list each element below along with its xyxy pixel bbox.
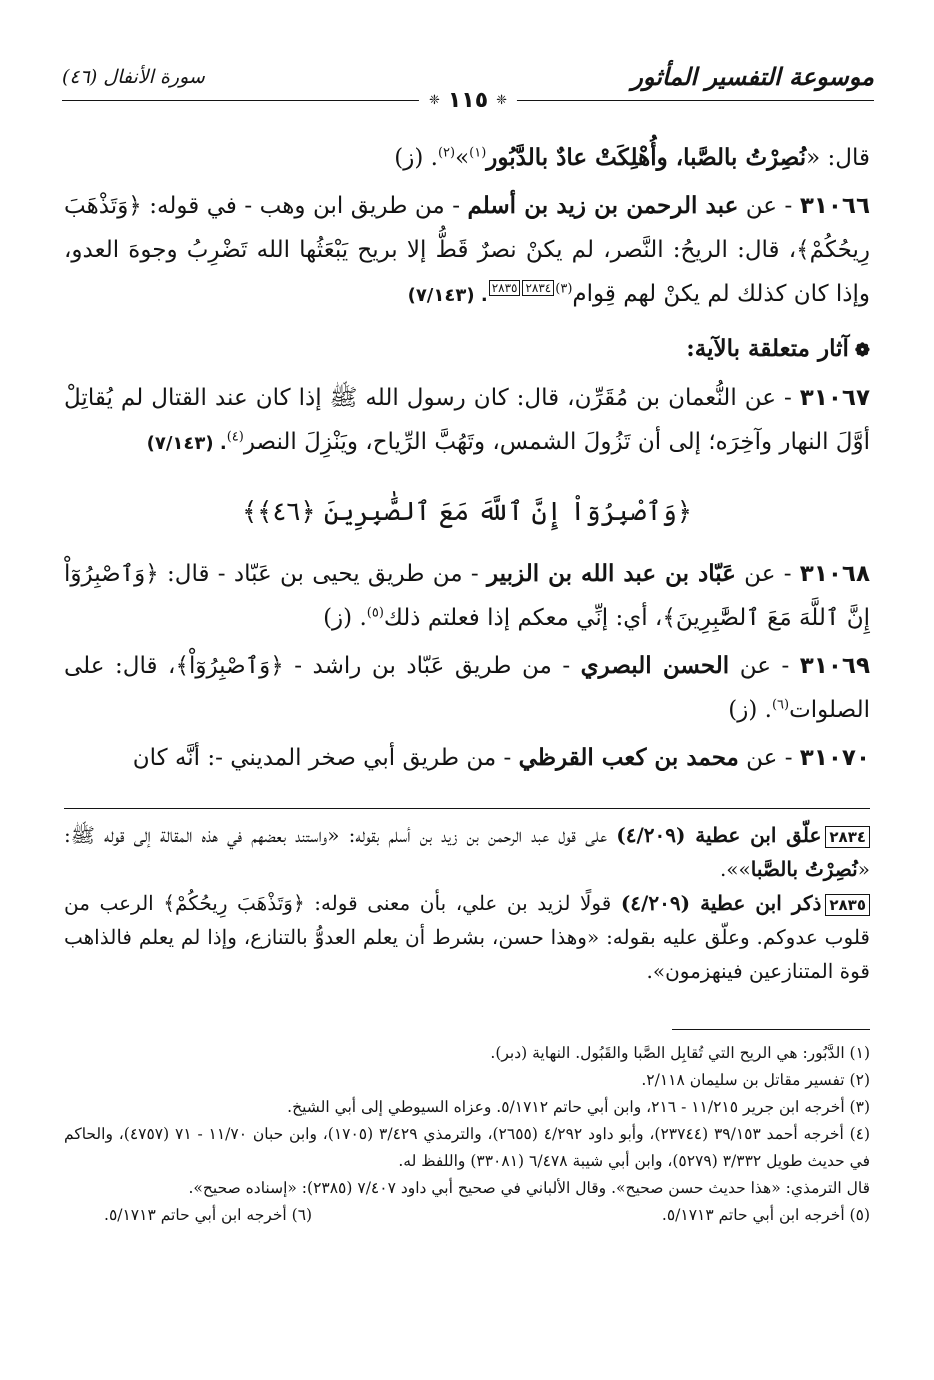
- narration-number: ٣١٠٦٨: [799, 561, 870, 587]
- footnote-2: (٢) تفسير مقاتل بن سليمان ٢/١١٨.: [641, 1071, 870, 1089]
- comment-2834: [64, 818, 870, 886]
- comments-separator: [64, 808, 870, 809]
- narration-number: ٣١٠٦٧: [799, 385, 870, 411]
- text-segment: . (ز): [323, 605, 367, 631]
- narration-31068: [64, 552, 870, 640]
- text-segment: . (ز): [728, 697, 772, 723]
- footnote-4: (٤) أخرجه أحمد ٣٩/١٥٣ (٢٣٧٤٤)، وأبو داود ٤/٢٩٢ (٢٦٥٥)، والترمذي ٣/٤٢٩ (١٧٠٥)، وابن حبان ١١/٧٠ - ٧١ (٤٧٥٧)، والحاكم في حديث طويل ٣/٣٣٢ (٥٢٧٩)، وابن أبي شيبة ٦/٤٧٨ (٣٣٠٨١) واللفظ له.: [64, 1125, 871, 1170]
- flower-ornament-icon: ❁: [854, 340, 870, 361]
- book-title: موسوعة التفسير المأثور: [631, 62, 874, 91]
- text-segment: ، أي: إنِّي معكم إذا فعلتم ذلك: [383, 605, 663, 631]
- section-heading-text: آثار متعلقة بالآية:: [686, 335, 849, 362]
- ornament-icon: ❈: [428, 93, 440, 108]
- quran-verse: ﴿وَٱصْبِرُوٓاْ إِنَّ ٱللَّهَ مَعَ ٱلصَّٰبِرِينَ﴾: [64, 561, 870, 631]
- footnote-marker: (٣): [555, 281, 573, 297]
- narration-31066: [64, 184, 870, 318]
- text-segment: الرعب من قلوب عدوكم. وعلّق عليه بقوله: «وهذا حسن، بشرط أن يعلم العدوُّ بالتنازع، وإذا لم يعلم فالذاهب قوة المتنازعين فينهزمون».: [64, 891, 870, 983]
- footnote-marker: (٢): [437, 145, 456, 161]
- footnotes-separator: [672, 1029, 870, 1030]
- comment-number-box: ٢٨٣٥: [825, 894, 870, 916]
- text-segment: - عن: [735, 561, 800, 587]
- quran-verse: ﴿وَتَذْهَبَ رِيحُكُمْ﴾: [163, 891, 305, 915]
- footnote-marker: (٤): [226, 429, 244, 445]
- volume-page-ref: . (٧/١٤٣): [407, 285, 488, 306]
- text-segment: - من طريق أبي صخر المديني -: أنَّه كان: [132, 745, 519, 771]
- text-segment: ، قال: الريحُ: النَّصر، لم يكنْ نصرٌ قَطُّ إلا بريح يَبْعَثُها الله تَضْرِبُ وجوهَ العدو، وإذا كان كذلك لم يكنْ لهم قِوام: [64, 237, 870, 307]
- narration-31070: [64, 736, 870, 780]
- text-segment: - من طريق يحيى بن عَبّاد - قال:: [158, 561, 487, 587]
- narrator-name: محمد بن كعب القرظي: [518, 744, 739, 771]
- narrator-name: عبد الرحمن بن زيد بن أسلم: [467, 192, 739, 219]
- surah-title: سورة الأنفال (٤٦): [62, 66, 205, 88]
- footnote-1: (١) الدَّبُور: هي الريح التي تُقابِل الصَّبا والقَبُول. النهاية (دبر).: [490, 1044, 870, 1062]
- section-heading: [64, 324, 870, 376]
- comment-box-ref: ٢٨٣٤: [522, 280, 554, 296]
- narration-number: ٣١٠٦٩: [799, 653, 870, 679]
- comment-lead: علّق ابن عطية (٤/٢٠٩): [616, 823, 822, 847]
- text-segment: قولًا لزيد بن علي، بأن معنى قوله:: [304, 891, 621, 915]
- footnotes-last-row: [64, 1202, 870, 1229]
- footnotes: [64, 1040, 870, 1229]
- footnote-marker: (٥): [366, 605, 384, 621]
- text-segment: . (ز): [394, 145, 438, 171]
- text-segment: على قول عبد الرحمن بن زيد بن أسلم بقوله: «واستند بعضهم في هذه المقالة إلى قوله ﷺ: «: [64, 823, 870, 881]
- main-text: [64, 136, 870, 780]
- comment-lead: ذكر ابن عطية (٤/٢٠٩): [620, 891, 822, 915]
- comment-box-ref: ٢٨٣٥: [489, 280, 521, 296]
- page-number: ١١٥: [447, 88, 489, 113]
- editor-comments: [64, 818, 870, 988]
- text-segment: »».: [719, 857, 751, 881]
- page-header: [62, 62, 874, 113]
- comment-number-box: ٢٨٣٤: [825, 826, 870, 848]
- centered-verse: ﴿وَٱصْبِرُوٓاْ إِنَّ ٱللَّهَ مَعَ ٱلصَّٰبِرِينَ ﴿٤٦﴾﴾: [241, 497, 693, 527]
- text-segment: - من طريق ابن وهب - في قوله:: [141, 193, 468, 219]
- narration-number: ٣١٠٦٦: [799, 193, 871, 219]
- text-segment: - عن: [738, 745, 800, 771]
- comment-2835: [64, 886, 870, 988]
- ornament-icon: ❈: [496, 93, 508, 108]
- text-segment: »: [455, 145, 470, 171]
- text-segment: - عن: [738, 193, 800, 219]
- footnote-3: (٣) أخرجه ابن جرير ١١/٢١٥ - ٢١٦، وابن أبي حاتم ٥/١٧١٢. وعزاه السيوطي إلى أبي الشيخ.: [287, 1098, 870, 1116]
- hadith-text: نُصِرْتُ بالصَّبا، وأُهْلِكَتْ عادٌ بالدَّبُور: [486, 144, 807, 171]
- text-segment: - من طريق عَبّاد بن راشد -: [283, 653, 581, 679]
- footnote-4-note: قال الترمذي: «هذا حديث حسن صحيح». وقال الألباني في صحيح أبي داود ٧/٤٠٧ (٢٣٨٥): «إسناده صحيح».: [188, 1179, 870, 1197]
- narration-31069: [64, 644, 870, 732]
- footnote-6: (٦) أخرجه ابن أبي حاتم ٥/١٧١٣.: [104, 1206, 313, 1224]
- footnote-marker: (١): [469, 145, 487, 161]
- narration-number: ٣١٠٧٠: [799, 745, 870, 771]
- quran-verse: ﴿وَٱصْبِرُوٓاْ﴾: [175, 653, 284, 679]
- narrator-name: الحسن البصري: [580, 652, 730, 679]
- narrator-name: عَبّاد بن عبد الله بن الزبير: [486, 560, 736, 587]
- volume-page-ref: . (٧/١٤٣): [146, 433, 227, 454]
- narration-31067: [64, 376, 870, 466]
- page-number-block: [419, 88, 517, 113]
- footnote-5: (٥) أخرجه ابن أبي حاتم ٥/١٧١٣.: [661, 1206, 870, 1224]
- hadith-text: نُصِرْتُ بالصَّبا: [750, 857, 858, 881]
- text-segment: - عن: [729, 653, 800, 679]
- text-segment: ، قال: على الصلوات: [64, 653, 870, 723]
- text-segment: - عن النُّعمان بن مُقَرِّن، قال: كان رسول الله ﷺ إذا كان عند القتال لم يُقاتِلْ أوَّلَ النهار وآخِرَه؛ إلى أن تَزُولَ الشمس، وتَهُبَّ الرِّياح، ويَنْزِلَ النصر: [64, 385, 870, 455]
- quran-verse: ﴿وَتَذْهَبَ رِيحُكُمْ﴾: [64, 193, 870, 263]
- paragraph-hadith-quote: [64, 136, 870, 180]
- footnote-marker: (٦): [771, 697, 790, 713]
- text-segment: قال: «: [806, 145, 870, 171]
